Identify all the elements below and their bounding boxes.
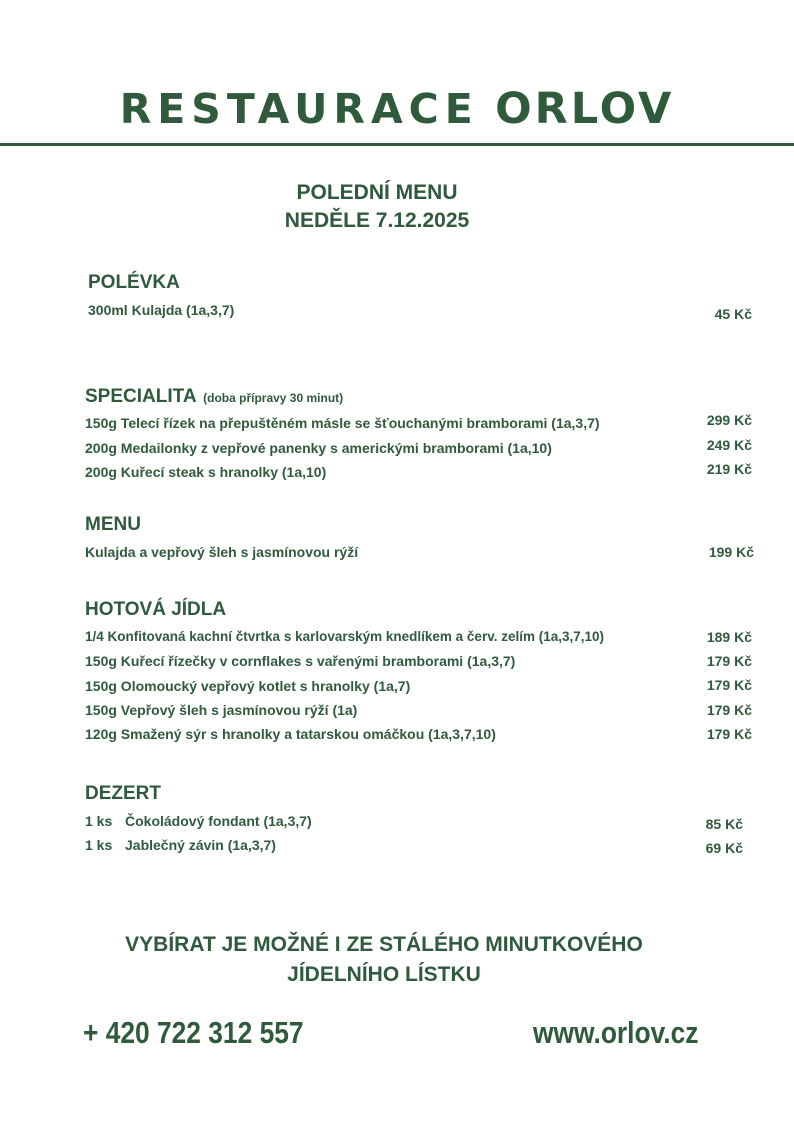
section-heading-menu: MENU xyxy=(85,514,141,535)
menu-item-price: 219 Kč xyxy=(706,461,752,477)
menu-item-price: 179 Kč xyxy=(706,677,752,693)
menu-item-name: 150g Telecí řízek na přepuštěném másle se šťouchanými bramborami (1a,3,7) xyxy=(85,415,600,431)
phone-number[interactable]: + 420 722 312 557 xyxy=(83,1015,304,1050)
menu-item-name: 200g Medailonky z vepřové panenky s americkými bramborami (1a,10) xyxy=(85,440,552,456)
section-heading-dessert: DEZERT xyxy=(85,783,161,804)
menu-item-name: 200g Kuřecí steak s hranolky (1a,10) xyxy=(85,464,327,480)
menu-item-name: 300ml Kulajda (1a,3,7) xyxy=(88,302,235,318)
brand-word-restaurace: RESTAURACE xyxy=(119,85,479,133)
item-quantity: 1 ks xyxy=(85,813,113,829)
menu-item-name: Kulajda a vepřový šleh s jasmínovou rýží xyxy=(85,544,359,560)
menu-item-name: Jablečný závin (1a,3,7) xyxy=(125,837,276,853)
menu-item-name: Čokoládový fondant (1a,3,7) xyxy=(125,813,312,829)
section-heading-specialty-label: SPECIALITA xyxy=(85,386,196,407)
menu-item-price: 69 Kč xyxy=(705,840,743,856)
section-heading-ready-meals: HOTOVÁ JÍDLA xyxy=(85,599,227,620)
section-heading-specialty xyxy=(85,386,343,408)
menu-item-name: 150g Vepřový šleh s jasmínovou rýží (1a) xyxy=(85,702,358,718)
menu-item-price: 189 Kč xyxy=(706,629,752,645)
brand-word-orlov: ORLOV xyxy=(495,84,675,134)
item-quantity: 1 ks xyxy=(85,837,113,853)
menu-item-dessert xyxy=(85,813,312,829)
menu-item-name: 150g Olomoucký vepřový kotlet s hranolky (1a,7) xyxy=(85,678,411,694)
menu-item-price: 249 Kč xyxy=(706,437,752,453)
menu-item-name: 1/4 Konfitovaná kachní čtvrtka s karlovarským knedlíkem a červ. zelím (1a,3,7,10) xyxy=(85,629,605,644)
header-divider xyxy=(0,143,794,146)
footer-note-line1: VYBÍRAT JE MOŽNÉ I ZE STÁLÉHO MINUTKOVÉHO xyxy=(125,933,643,956)
restaurant-name xyxy=(0,84,794,134)
menu-item-price: 199 Kč xyxy=(708,544,754,560)
menu-item-name: 150g Kuřecí řízečky v cornflakes s vařenými bramborami (1a,3,7) xyxy=(85,653,516,669)
menu-item-name: 120g Smažený sýr s hranolky a tatarskou omáčkou (1a,3,7,10) xyxy=(85,726,496,742)
menu-item-price: 179 Kč xyxy=(706,702,752,718)
menu-title: POLEDNÍ MENU xyxy=(296,181,458,204)
footer-note-line2: JÍDELNÍHO LÍSTKU xyxy=(287,963,481,986)
menu-item-price: 179 Kč xyxy=(706,726,752,742)
menu-item-price: 179 Kč xyxy=(706,653,752,669)
menu-item-price: 299 Kč xyxy=(706,412,752,428)
menu-item-price: 45 Kč xyxy=(714,306,752,322)
menu-item-price: 85 Kč xyxy=(705,816,743,832)
menu-date: NEDĚLE 7.12.2025 xyxy=(284,209,470,232)
preparation-time-note: (doba přípravy 30 minut) xyxy=(203,391,344,405)
website-link[interactable]: www.orlov.cz xyxy=(533,1015,699,1050)
menu-item-dessert xyxy=(85,837,276,853)
section-heading-soup: POLÉVKA xyxy=(88,272,180,293)
